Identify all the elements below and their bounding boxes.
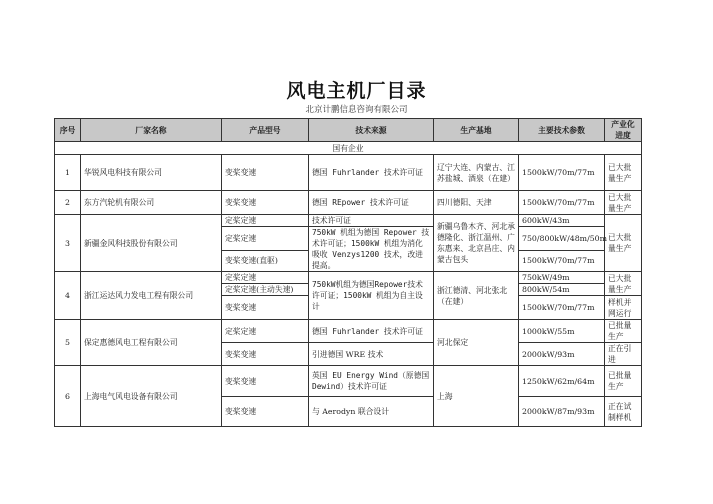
- tech-params: 1250kW/62m/64m: [519, 366, 605, 397]
- tech-source: 750kW 机组为德国 Repower 技术许可证；1500kW 机组为消化吸收 Venzys1200 技术，改进提高。: [309, 227, 434, 272]
- tech-params: 1500kW/70m/77m: [519, 296, 605, 320]
- production-base: 河北保定: [434, 320, 519, 366]
- industrialization-progress: 已大批量生产: [605, 272, 642, 296]
- production-base: 上海: [434, 366, 519, 427]
- production-base: 四川德阳、天津: [434, 191, 519, 215]
- manufacturer-table: [54, 118, 642, 427]
- tech-params: 2000kW/87m/93m: [519, 397, 605, 427]
- tech-source: 技术许可证: [309, 215, 434, 227]
- industrialization-progress: 已大批量生产: [605, 155, 642, 191]
- production-base: 辽宁大连、内蒙古、江苏盐城、酒泉（在建）: [434, 155, 519, 191]
- row-number: 2: [55, 191, 81, 215]
- document-title: 风电主机厂目录: [286, 80, 427, 102]
- production-base: 新疆乌鲁木齐、河北承德隆化、浙江温州、广东惠来、北京昌庄、内蒙古包头: [434, 215, 519, 272]
- row-number: 4: [55, 272, 81, 320]
- tech-params: 750/800kW/48m/50m: [519, 227, 605, 251]
- row-number: 6: [55, 366, 81, 427]
- manufacturer-name: 东方汽轮机有限公司: [81, 191, 222, 215]
- tech-source: 750kW机组为德国Repower技术许可证；1500kW 机组为自主设计: [309, 272, 434, 320]
- header-cell: 厂家名称: [81, 119, 222, 142]
- tech-source: 德国 REpower 技术许可证: [309, 191, 434, 215]
- table-row: [55, 155, 642, 191]
- header-cell: 产业化进度: [605, 119, 642, 142]
- industrialization-progress: 正在引进: [605, 343, 642, 366]
- manufacturer-name: 华锐风电科技有限公司: [81, 155, 222, 191]
- product-model: 变桨变速: [222, 191, 309, 215]
- section-label: 国有企业: [55, 142, 642, 155]
- industrialization-progress: 已大批量生产: [605, 215, 642, 272]
- tech-params: 800kW/54m: [519, 284, 605, 296]
- product-model: 变桨变速: [222, 397, 309, 427]
- product-model: 定桨定速: [222, 227, 309, 251]
- product-model: 变桨变速: [222, 366, 309, 397]
- tech-source: 英国 EU Energy Wind（原德国 Dewind）技术许可证: [309, 366, 434, 397]
- row-number: 3: [55, 215, 81, 272]
- industrialization-progress: 已批量生产: [605, 320, 642, 343]
- row-number: 1: [55, 155, 81, 191]
- production-base: 浙江德清、河北张北（在建）: [434, 272, 519, 320]
- industrialization-progress: 正在试制样机: [605, 397, 642, 427]
- manufacturer-name: 上海电气风电设备有限公司: [81, 366, 222, 427]
- table-row: [55, 320, 642, 343]
- table-row: [55, 191, 642, 215]
- table-row: [55, 215, 642, 227]
- document-subtitle: 北京计鹏信息咨询有限公司: [305, 105, 408, 115]
- tech-source: 引进德国 WRE 技术: [309, 343, 434, 366]
- product-model: 定桨定速(主动失速): [222, 284, 309, 296]
- product-model: 变桨变速: [222, 155, 309, 191]
- tech-source: 与 Aerodyn 联合设计: [309, 397, 434, 427]
- manufacturer-name: 新疆金风科技股份有限公司: [81, 215, 222, 272]
- product-model: 定桨定速: [222, 272, 309, 284]
- tech-source: 德国 Fuhrlander 技术许可证: [309, 155, 434, 191]
- product-model: 变桨变速(直驱): [222, 250, 309, 271]
- table-row: [55, 366, 642, 397]
- product-model: 变桨变速: [222, 296, 309, 320]
- manufacturer-name: 浙江运达风力发电工程有限公司: [81, 272, 222, 320]
- row-number: 5: [55, 320, 81, 366]
- product-model: 变桨变速: [222, 343, 309, 366]
- tech-params: 1000kW/55m: [519, 320, 605, 343]
- product-model: 定桨定速: [222, 320, 309, 343]
- header-cell: 技术来源: [309, 119, 434, 142]
- header-cell: 序号: [55, 119, 81, 142]
- header-cell: 生产基地: [434, 119, 519, 142]
- tech-source: 德国 Fuhrlander 技术许可证: [309, 320, 434, 343]
- industrialization-progress: 已大批量生产: [605, 191, 642, 215]
- section-row: [55, 142, 642, 155]
- industrialization-progress: 样机并网运行: [605, 296, 642, 320]
- table-row: [55, 272, 642, 284]
- tech-params: 1500kW/70m/77m: [519, 191, 605, 215]
- header-cell: 产品型号: [222, 119, 309, 142]
- tech-params: 600kW/43m: [519, 215, 605, 227]
- header-cell: 主要技术参数: [519, 119, 605, 142]
- header-row: [55, 119, 642, 142]
- tech-params: 750kW/49m: [519, 272, 605, 284]
- tech-params: 2000kW/93m: [519, 343, 605, 366]
- tech-params: 1500kW/70m/77m: [519, 155, 605, 191]
- product-model: 定桨定速: [222, 215, 309, 227]
- industrialization-progress: 已批量生产: [605, 366, 642, 397]
- manufacturer-name: 保定惠德风电工程有限公司: [81, 320, 222, 366]
- tech-params: 1500kW/70m/77m: [519, 250, 605, 271]
